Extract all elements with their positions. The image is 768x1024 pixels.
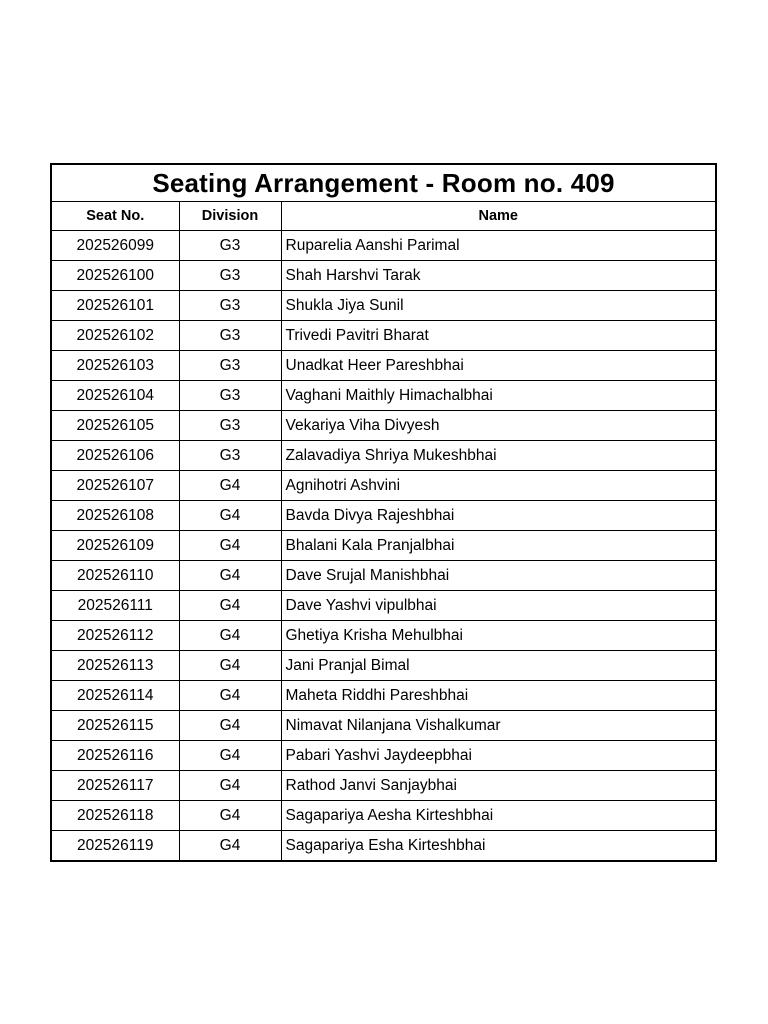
division-cell: G3 bbox=[179, 411, 281, 441]
header-row bbox=[52, 202, 715, 231]
name-cell: Rathod Janvi Sanjaybhai bbox=[281, 771, 715, 801]
name-cell: Vaghani Maithly Himachalbhai bbox=[281, 381, 715, 411]
seating-table bbox=[52, 165, 715, 860]
table-row bbox=[52, 231, 715, 261]
name-cell: Bhalani Kala Pranjalbhai bbox=[281, 531, 715, 561]
division-cell: G4 bbox=[179, 741, 281, 771]
name-cell: Jani Pranjal Bimal bbox=[281, 651, 715, 681]
column-header-name: Name bbox=[281, 202, 715, 231]
table-row bbox=[52, 531, 715, 561]
seat-cell: 202526108 bbox=[52, 501, 179, 531]
name-cell: Ghetiya Krisha Mehulbhai bbox=[281, 621, 715, 651]
division-cell: G4 bbox=[179, 591, 281, 621]
name-cell: Dave Yashvi vipulbhai bbox=[281, 591, 715, 621]
name-cell: Sagapariya Esha Kirteshbhai bbox=[281, 831, 715, 861]
division-cell: G3 bbox=[179, 231, 281, 261]
name-cell: Shah Harshvi Tarak bbox=[281, 261, 715, 291]
name-cell: Shukla Jiya Sunil bbox=[281, 291, 715, 321]
division-cell: G4 bbox=[179, 501, 281, 531]
seat-cell: 202526099 bbox=[52, 231, 179, 261]
table-row bbox=[52, 651, 715, 681]
name-cell: Bavda Divya Rajeshbhai bbox=[281, 501, 715, 531]
division-cell: G4 bbox=[179, 711, 281, 741]
table-row bbox=[52, 321, 715, 351]
table-body bbox=[52, 231, 715, 861]
table-row bbox=[52, 261, 715, 291]
seat-cell: 202526114 bbox=[52, 681, 179, 711]
table-row bbox=[52, 561, 715, 591]
table-row bbox=[52, 501, 715, 531]
seat-cell: 202526116 bbox=[52, 741, 179, 771]
table-row bbox=[52, 471, 715, 501]
seat-cell: 202526100 bbox=[52, 261, 179, 291]
table-row bbox=[52, 711, 715, 741]
seat-cell: 202526105 bbox=[52, 411, 179, 441]
seat-cell: 202526119 bbox=[52, 831, 179, 861]
division-cell: G3 bbox=[179, 351, 281, 381]
division-cell: G3 bbox=[179, 291, 281, 321]
table-row bbox=[52, 831, 715, 861]
seat-cell: 202526112 bbox=[52, 621, 179, 651]
name-cell: Sagapariya Aesha Kirteshbhai bbox=[281, 801, 715, 831]
name-cell: Maheta Riddhi Pareshbhai bbox=[281, 681, 715, 711]
name-cell: Agnihotri Ashvini bbox=[281, 471, 715, 501]
table-row bbox=[52, 801, 715, 831]
division-cell: G4 bbox=[179, 531, 281, 561]
seat-cell: 202526110 bbox=[52, 561, 179, 591]
division-cell: G4 bbox=[179, 471, 281, 501]
seat-cell: 202526102 bbox=[52, 321, 179, 351]
page-title: Seating Arrangement - Room no. 409 bbox=[52, 165, 715, 202]
name-cell: Zalavadiya Shriya Mukeshbhai bbox=[281, 441, 715, 471]
table-row bbox=[52, 411, 715, 441]
division-cell: G3 bbox=[179, 381, 281, 411]
name-cell: Unadkat Heer Pareshbhai bbox=[281, 351, 715, 381]
seat-cell: 202526106 bbox=[52, 441, 179, 471]
name-cell: Vekariya Viha Divyesh bbox=[281, 411, 715, 441]
seat-cell: 202526101 bbox=[52, 291, 179, 321]
column-header-division: Division bbox=[179, 202, 281, 231]
division-cell: G4 bbox=[179, 831, 281, 861]
division-cell: G3 bbox=[179, 441, 281, 471]
seat-cell: 202526111 bbox=[52, 591, 179, 621]
division-cell: G3 bbox=[179, 261, 281, 291]
name-cell: Pabari Yashvi Jaydeepbhai bbox=[281, 741, 715, 771]
table-row bbox=[52, 351, 715, 381]
table-row bbox=[52, 591, 715, 621]
table-row bbox=[52, 741, 715, 771]
seat-cell: 202526117 bbox=[52, 771, 179, 801]
seat-cell: 202526103 bbox=[52, 351, 179, 381]
division-cell: G4 bbox=[179, 621, 281, 651]
seat-cell: 202526104 bbox=[52, 381, 179, 411]
seat-cell: 202526118 bbox=[52, 801, 179, 831]
table-row bbox=[52, 621, 715, 651]
table-row bbox=[52, 381, 715, 411]
division-cell: G4 bbox=[179, 651, 281, 681]
division-cell: G4 bbox=[179, 801, 281, 831]
seat-cell: 202526113 bbox=[52, 651, 179, 681]
name-cell: Dave Srujal Manishbhai bbox=[281, 561, 715, 591]
table-row bbox=[52, 681, 715, 711]
division-cell: G4 bbox=[179, 771, 281, 801]
seating-sheet bbox=[50, 163, 717, 862]
column-header-seat: Seat No. bbox=[52, 202, 179, 231]
table-row bbox=[52, 291, 715, 321]
name-cell: Ruparelia Aanshi Parimal bbox=[281, 231, 715, 261]
table-row bbox=[52, 771, 715, 801]
division-cell: G4 bbox=[179, 561, 281, 591]
division-cell: G4 bbox=[179, 681, 281, 711]
name-cell: Trivedi Pavitri Bharat bbox=[281, 321, 715, 351]
table-row bbox=[52, 441, 715, 471]
name-cell: Nimavat Nilanjana Vishalkumar bbox=[281, 711, 715, 741]
seat-cell: 202526107 bbox=[52, 471, 179, 501]
division-cell: G3 bbox=[179, 321, 281, 351]
seat-cell: 202526109 bbox=[52, 531, 179, 561]
title-row bbox=[52, 165, 715, 202]
seat-cell: 202526115 bbox=[52, 711, 179, 741]
